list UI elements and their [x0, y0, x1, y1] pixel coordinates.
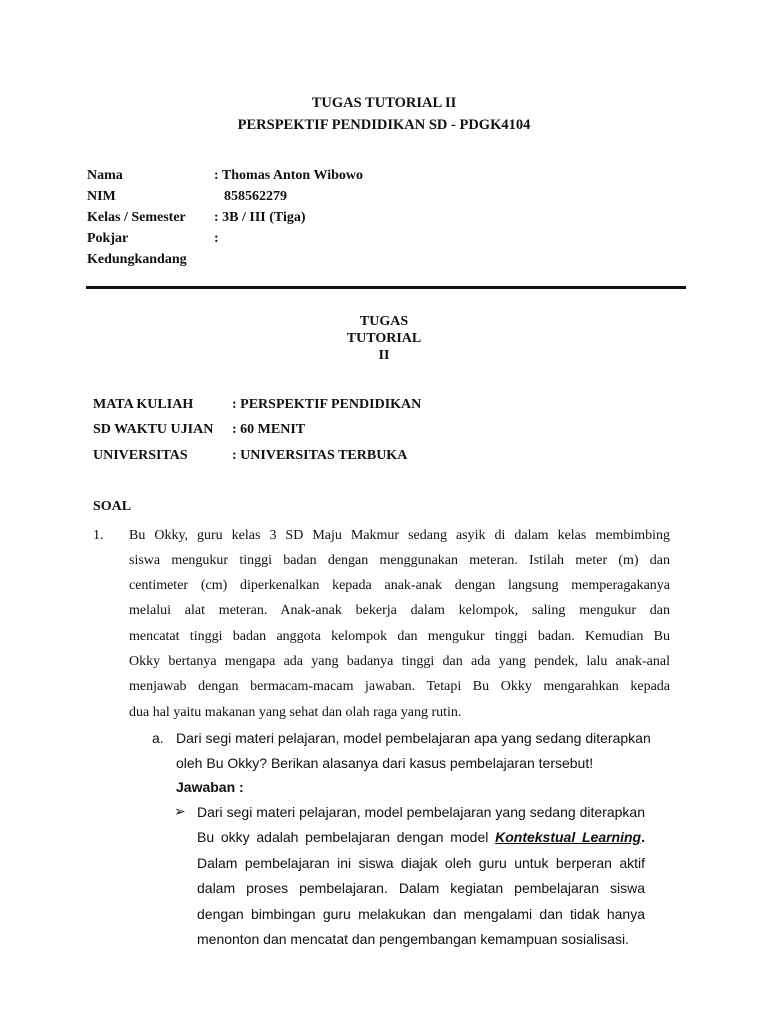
mata-kuliah-label: MATA KULIAH [93, 397, 194, 412]
waktu-label: SD WAKTU UJIAN [93, 422, 214, 437]
question-line: siswa mengukur tinggi badan dengan menggunakan meteran. Istilah meter (m) dan [129, 553, 670, 568]
document-title: TUGAS TUTORIAL II [311, 95, 457, 111]
pokjar-value: : [214, 231, 219, 246]
document-subtitle: PERSPEKTIF PENDIDIKAN SD - PDGK4104 [237, 117, 531, 133]
answer-line: Dari segi materi pelajaran, model pembelajaran yang sedang diterapkan [197, 804, 645, 820]
sub-question-letter: a. [152, 730, 164, 746]
question-line: Bu Okky, guru kelas 3 SD Maju Makmur sedang asyik di dalam kelas membimbing [129, 528, 670, 543]
pokjar-label: Pokjar [87, 231, 129, 246]
answer-line-with-model [197, 829, 645, 845]
question-line: Okky bertanya mengapa ada yang badanya tinggi dan ada yang pendek, lalu anak-anal [129, 654, 670, 669]
question-line: dua hal yaitu makanan yang sehat dan olah raga yang rutin. [129, 705, 462, 720]
pokjar-name: Kedungkandang [87, 252, 187, 267]
question-number: 1. [93, 528, 104, 543]
divider-line [86, 286, 686, 289]
universitas-value: : UNIVERSITAS TERBUKA [232, 448, 408, 463]
center-title-line3: II [378, 348, 390, 363]
answer-line2-suffix: . [641, 829, 645, 845]
answer-line: dengan bimbingan guru melakukan dan mengalami dan tidak hanya [197, 906, 645, 922]
question-line: melalui alat meteran. Anak-anak bekerja dalam kelompok, saling mengukur dan [129, 603, 670, 618]
nama-value: : Thomas Anton Wibowo [214, 168, 363, 183]
universitas-label: UNIVERSITAS [93, 448, 188, 463]
nim-value: 858562279 [224, 189, 287, 204]
center-title-line2: TUTORIAL [346, 331, 422, 346]
nama-label: Nama [87, 168, 123, 183]
nim-label: NIM [87, 189, 116, 204]
question-line: centimeter (cm) diperkenalkan kepada anak-anak dengan langsung memperagakanya [129, 578, 670, 593]
kelas-label: Kelas / Semester [87, 210, 186, 225]
waktu-value: : 60 MENIT [232, 422, 306, 437]
soal-heading: SOAL [93, 499, 132, 514]
jawaban-label: Jawaban : [176, 779, 244, 795]
question-line: mencatat tinggi badan anggota kelompok dan mengukur tinggi badan. Kemudian Bu [129, 629, 670, 644]
center-title-line1: TUGAS [359, 314, 409, 329]
sub-question-line: oleh Bu Okky? Berikan alasanya dari kasus pembelajaran tersebut! [176, 755, 594, 771]
answer-line: Dalam pembelajaran ini siswa diajak oleh guru untuk berperan aktif [197, 855, 645, 871]
answer-line: dalam proses pembelajaran. Dalam kegiatan pembelajaran siswa [197, 880, 645, 896]
question-line: menjawab dengan bermacam-macam jawaban. Tetapi Bu Okky mengarahkan kepada [129, 679, 670, 694]
arrow-bullet-icon: ➢ [174, 804, 186, 820]
learning-model-name: Kontekstual Learning [495, 829, 642, 845]
mata-kuliah-value: : PERSPEKTIF PENDIDIKAN [232, 397, 422, 412]
kelas-value: : 3B / III (Tiga) [214, 210, 306, 225]
sub-question-line: Dari segi materi pelajaran, model pembelajaran apa yang sedang diterapkan [176, 730, 651, 746]
answer-line: menonton dan mencatat dan pengembangan kemampuan sosialisasi. [197, 931, 629, 947]
answer-line2-prefix: Bu okky adalah pembelajaran dengan model [197, 829, 489, 845]
